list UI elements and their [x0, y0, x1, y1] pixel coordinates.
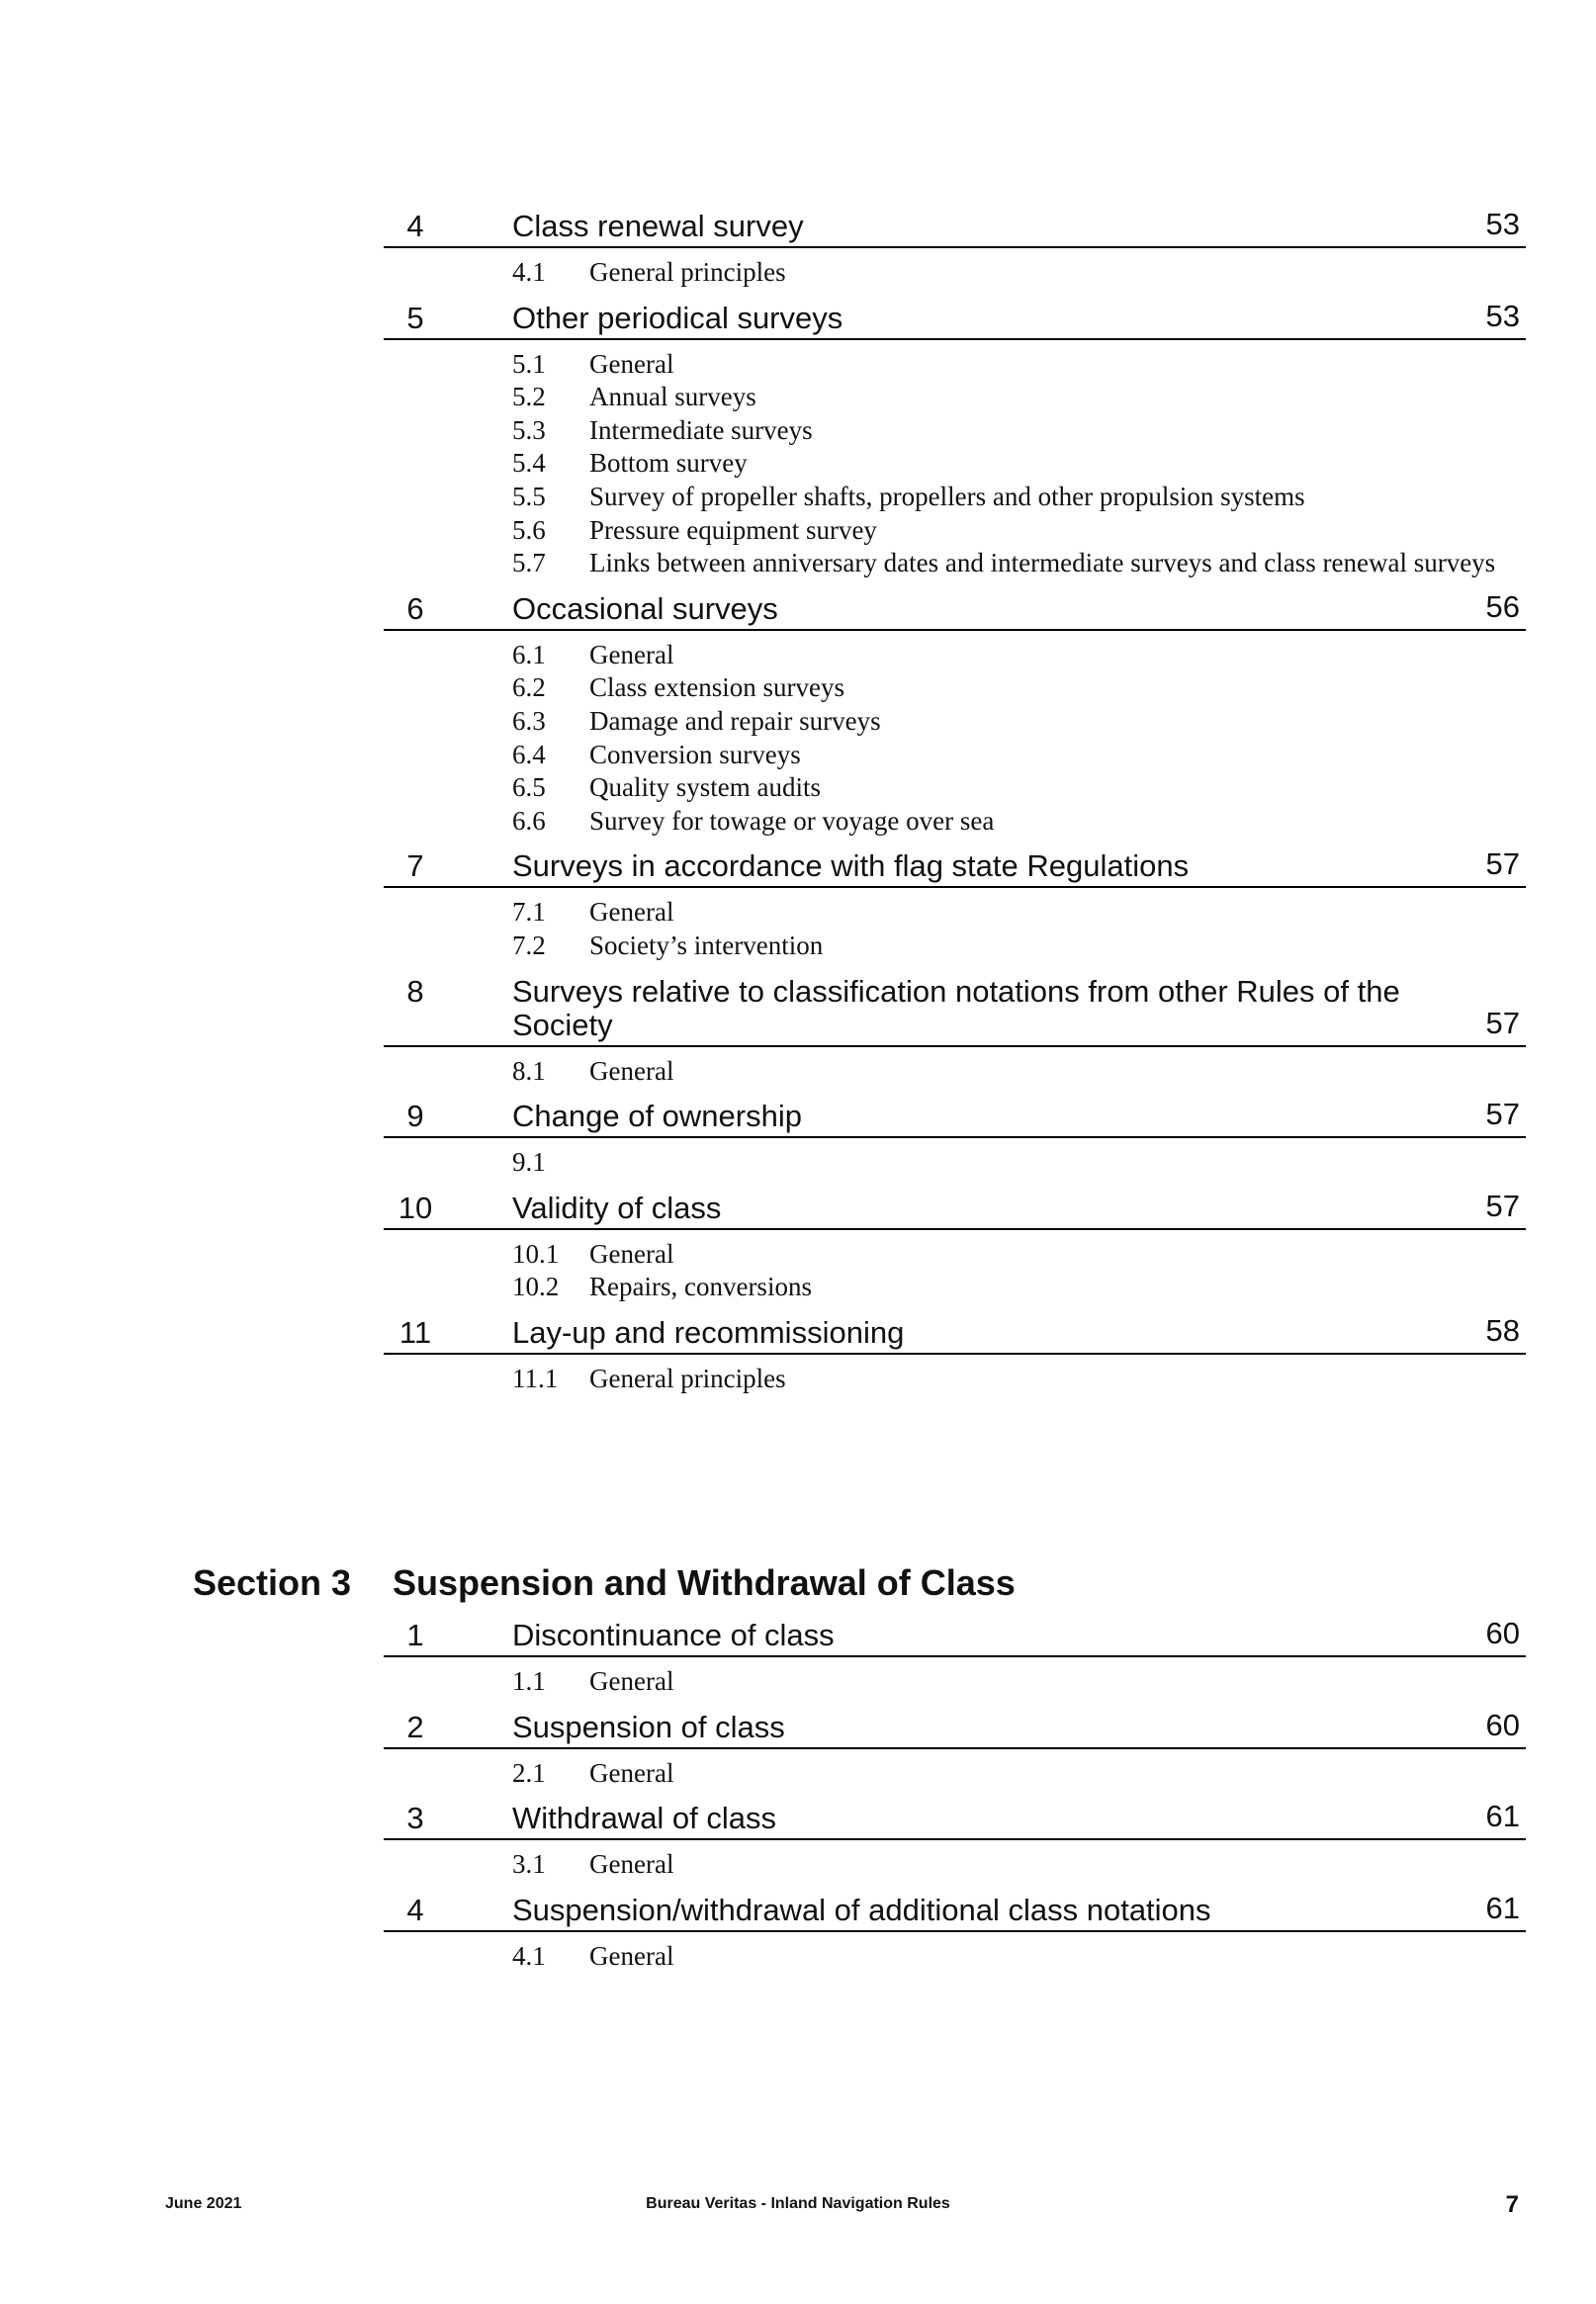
article-number: 11	[399, 1314, 432, 1350]
article-title: Discontinuance of class	[512, 1618, 835, 1652]
subsection-item[interactable]	[384, 256, 1526, 290]
subsection-item[interactable]	[384, 547, 1526, 580]
toc-entry	[384, 208, 1526, 300]
subsection-list	[384, 631, 1526, 848]
footer-page-number: 7	[1505, 2191, 1519, 2218]
toc-heading-row[interactable]	[384, 1709, 1526, 1749]
subsection-list	[384, 1749, 1526, 1801]
section-heading	[0, 1560, 1596, 1610]
subsection-list	[384, 1230, 1526, 1314]
subsection-list	[384, 1932, 1526, 1984]
article-number: 6	[406, 590, 424, 626]
subsection-title: General	[589, 1238, 674, 1269]
toc-heading-row[interactable]	[384, 208, 1526, 248]
subsection-title: General principles	[589, 257, 786, 287]
subsection-item[interactable]	[384, 1271, 1526, 1304]
subsection-item[interactable]	[384, 671, 1526, 705]
subsection-title: General	[589, 1849, 674, 1880]
subsection-title: Intermediate surveys	[589, 414, 813, 445]
toc-entry	[384, 590, 1526, 848]
toc-entry	[384, 847, 1526, 972]
subsection-title: Quality system audits	[589, 772, 821, 803]
subsection-item[interactable]	[384, 930, 1526, 963]
subsection-list	[384, 1840, 1526, 1892]
subsection-item[interactable]	[384, 1665, 1526, 1699]
subsection-number: 7.1	[512, 897, 546, 928]
article-number: 2	[406, 1709, 424, 1744]
subsection-number: 5.7	[512, 548, 546, 578]
subsection-title: Society’s intervention	[589, 930, 824, 960]
toc-heading-row[interactable]	[384, 300, 1526, 340]
subsection-title: Pressure equipment survey	[589, 514, 877, 545]
article-number: 8	[406, 973, 424, 1009]
subsection-number: 5.5	[512, 481, 546, 511]
article-title: Other periodical surveys	[512, 300, 843, 335]
toc-heading-row[interactable]	[384, 847, 1526, 888]
toc-heading-row[interactable]	[384, 1314, 1526, 1355]
subsection-number: 6.3	[512, 705, 546, 736]
article-page-number: 53	[1485, 207, 1520, 241]
subsection-number: 3.1	[512, 1849, 546, 1880]
subsection-item[interactable]	[384, 896, 1526, 930]
subsection-number: 9.1	[512, 1147, 546, 1178]
article-page-number: 57	[1485, 1188, 1520, 1223]
article-page-number: 58	[1485, 1312, 1520, 1348]
article-number: 4	[406, 209, 424, 243]
toc-heading-row[interactable]	[384, 590, 1526, 631]
subsection-title: General	[589, 1757, 674, 1788]
subsection-number: 1.1	[512, 1666, 546, 1696]
toc-entry	[384, 973, 1526, 1099]
subsection-number: 10.1	[512, 1238, 560, 1269]
article-page-number: 61	[1485, 1890, 1520, 1925]
subsection-item[interactable]	[384, 1363, 1526, 1396]
subsection-title: General	[589, 1055, 674, 1086]
subsection-title: General principles	[589, 1363, 786, 1393]
subsection-number: 5.3	[512, 414, 546, 445]
toc-heading-row[interactable]	[384, 1800, 1526, 1840]
subsection-item[interactable]	[384, 1848, 1526, 1882]
subsection-title: Survey for towage or voyage over sea	[589, 805, 995, 836]
subsection-number: 6.5	[512, 772, 546, 803]
toc-section-2-continued	[384, 208, 1526, 1405]
subsection-number: 6.4	[512, 739, 546, 769]
subsection-title: Repairs, conversions	[589, 1272, 812, 1302]
subsection-number: 2.1	[512, 1757, 546, 1788]
subsection-number: 4.1	[512, 1940, 546, 1971]
toc-entry	[384, 1314, 1526, 1406]
article-number: 3	[406, 1801, 424, 1836]
subsection-item[interactable]	[384, 639, 1526, 672]
subsection-item[interactable]	[384, 805, 1526, 839]
article-page-number: 57	[1485, 846, 1520, 882]
subsection-title: Conversion surveys	[589, 739, 801, 769]
subsection-item[interactable]	[384, 1940, 1526, 1974]
article-title: Occasional surveys	[512, 590, 778, 626]
subsection-list	[384, 1657, 1526, 1709]
article-number: 10	[398, 1190, 433, 1225]
section-label: Section 3	[193, 1562, 352, 1603]
subsection-title: General	[589, 639, 674, 669]
subsection-number: 5.1	[512, 348, 546, 379]
toc-entry	[384, 1709, 1526, 1801]
subsection-title: Survey of propeller shafts, propellers and other propulsion systems	[589, 481, 1305, 511]
article-number: 5	[406, 300, 424, 335]
subsection-number: 5.4	[512, 448, 546, 479]
subsection-number: 4.1	[512, 257, 546, 287]
article-title: Validity of class	[512, 1190, 722, 1225]
subsection-item[interactable]	[384, 739, 1526, 772]
article-page-number: 57	[1485, 1005, 1520, 1040]
article-title: Class renewal survey	[512, 209, 804, 243]
article-title: Surveys in accordance with flag state Regulations	[512, 848, 1190, 884]
toc-heading-row[interactable]	[384, 1190, 1526, 1230]
article-page-number: 53	[1485, 298, 1520, 333]
toc-entry	[384, 1098, 1526, 1190]
subsection-number: 6.1	[512, 639, 546, 669]
article-number: 1	[406, 1618, 424, 1652]
subsection-title: General	[589, 1940, 674, 1971]
subsection-list	[384, 248, 1526, 300]
subsection-number: 11.1	[512, 1363, 559, 1393]
footer-date: June 2021	[165, 2195, 242, 2212]
subsection-title: Class extension surveys	[589, 672, 844, 703]
article-number: 7	[406, 848, 424, 884]
article-title: Suspension of class	[512, 1709, 785, 1744]
subsection-title: General	[589, 1666, 674, 1696]
toc-heading-row[interactable]	[384, 973, 1526, 1047]
footer-publication: Bureau Veritas - Inland Navigation Rules	[646, 2195, 950, 2212]
subsection-number: 5.2	[512, 382, 546, 412]
toc-entry	[384, 1800, 1526, 1892]
subsection-item[interactable]	[384, 705, 1526, 739]
toc-section-3	[384, 1617, 1526, 1983]
toc-heading-row[interactable]	[384, 1098, 1526, 1138]
subsection-title: General	[589, 897, 674, 928]
subsection-number: 8.1	[512, 1055, 546, 1086]
toc-entry	[384, 300, 1526, 590]
article-title: Surveys relative to classification notations from other Rules of the Society	[512, 973, 1400, 1042]
subsection-title: Links between anniversary dates and intermediate surveys and class renewal surveys	[589, 548, 1496, 578]
article-title: Change of ownership	[512, 1099, 802, 1134]
subsection-item[interactable]	[384, 1238, 1526, 1272]
subsection-list	[384, 340, 1526, 590]
subsection-title	[589, 1146, 1506, 1180]
article-page-number: 56	[1485, 588, 1520, 624]
subsection-item[interactable]	[384, 447, 1526, 481]
article-page-number: 57	[1485, 1097, 1520, 1132]
subsection-title: General	[589, 348, 674, 379]
subsection-list	[384, 1047, 1526, 1099]
subsection-number: 6.6	[512, 805, 546, 836]
subsection-number: 10.2	[512, 1272, 560, 1302]
subsection-item[interactable]	[384, 414, 1526, 448]
article-number: 4	[406, 1892, 424, 1927]
toc-heading-row[interactable]	[384, 1617, 1526, 1657]
subsection-title: Bottom survey	[589, 448, 748, 479]
toc-heading-row[interactable]	[384, 1892, 1526, 1932]
article-title: Withdrawal of class	[512, 1801, 777, 1836]
subsection-item[interactable]	[384, 514, 1526, 548]
toc-entry	[384, 1190, 1526, 1314]
subsection-title: Annual surveys	[589, 382, 756, 412]
subsection-number: 5.6	[512, 514, 546, 545]
subsection-number: 6.2	[512, 672, 546, 703]
article-title: Suspension/withdrawal of additional class notations	[512, 1892, 1211, 1927]
subsection-number: 7.2	[512, 930, 546, 960]
subsection-list	[384, 888, 1526, 972]
subsection-list	[384, 1355, 1526, 1406]
subsection-item[interactable]	[384, 1055, 1526, 1089]
subsection-item[interactable]	[384, 348, 1526, 382]
article-number: 9	[406, 1099, 424, 1134]
subsection-title: Damage and repair surveys	[589, 705, 881, 736]
subsection-item[interactable]	[384, 381, 1526, 414]
article-title: Lay-up and recommissioning	[512, 1314, 905, 1350]
subsection-item[interactable]	[384, 1757, 1526, 1791]
page-footer	[0, 2191, 1596, 2221]
article-page-number: 61	[1485, 1799, 1520, 1834]
section-title: Suspension and Withdrawal of Class	[393, 1562, 1016, 1603]
subsection-item[interactable]	[384, 771, 1526, 805]
subsection-item[interactable]	[384, 481, 1526, 514]
subsection-list	[384, 1138, 1526, 1190]
toc-entry	[384, 1617, 1526, 1709]
article-page-number: 60	[1485, 1616, 1520, 1650]
subsection-item[interactable]	[384, 1146, 1526, 1180]
article-page-number: 60	[1485, 1707, 1520, 1742]
toc-entry	[384, 1892, 1526, 1984]
